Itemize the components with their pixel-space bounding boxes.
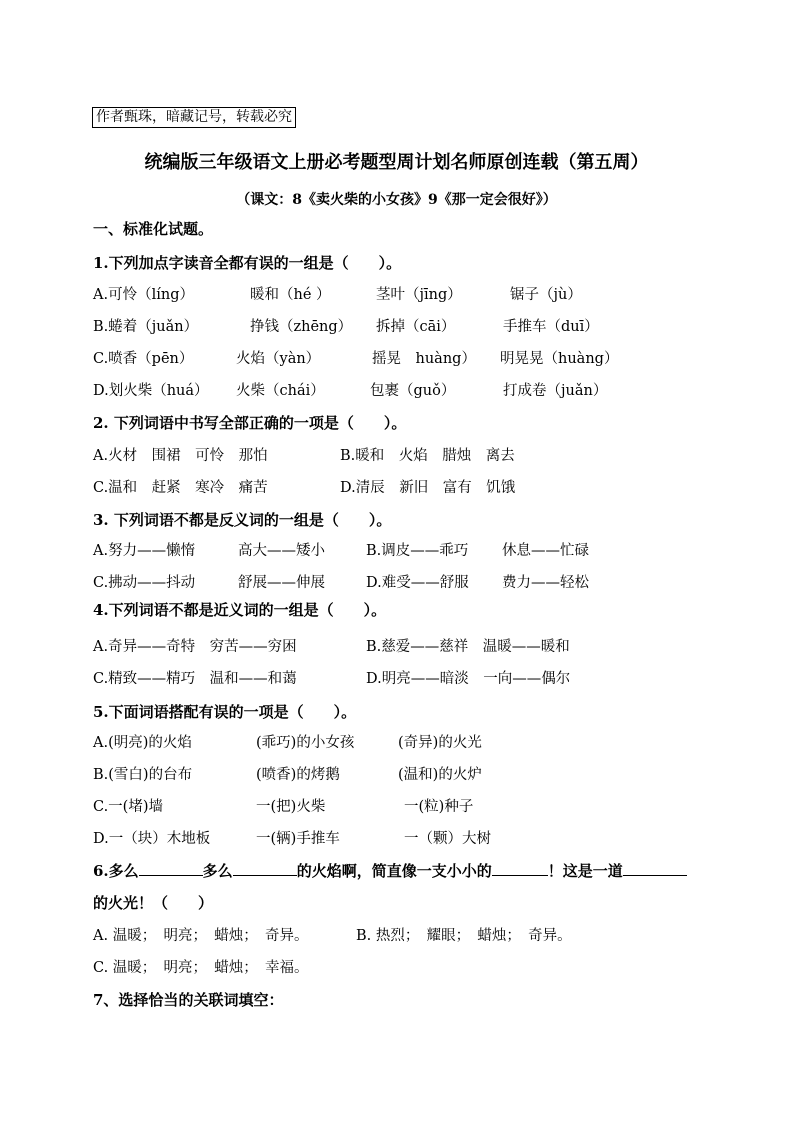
q6-blank-1 — [139, 861, 203, 876]
q1-option-b-2: 挣钱（zhēng） — [250, 319, 353, 335]
q5-option-b-3: (温和)的火炉 — [398, 767, 482, 783]
q3-option-b-1: B.调皮——乖巧 — [366, 543, 469, 559]
q1-option-c-1: C.喷香（pēn） — [93, 351, 194, 367]
section-heading: 一、标准化试题。 — [93, 220, 214, 238]
q3-option-a-1: A.努力——懒惰 — [93, 543, 196, 559]
q5-option-c-3: 一(粒)种子 — [404, 799, 474, 815]
page-subtitle: （课文：8《卖火柴的小女孩》9《那一定会很好》） — [236, 192, 557, 208]
q4-option-b: B.慈爱——慈祥 温暖——暖和 — [366, 639, 570, 655]
q2-option-d: D.清辰 新旧 富有 饥饿 — [340, 480, 516, 496]
q6-text-3: 的火焰啊，简直像一支小小的 — [296, 862, 492, 880]
q3-option-d-1: D.难受——舒服 — [366, 575, 469, 591]
q1-option-d-2: 火柴（chái） — [236, 383, 325, 399]
q5-option-d-2: 一(辆)手推车 — [256, 831, 340, 847]
question-6-stem-line1 — [93, 861, 687, 881]
q5-option-c-1: C.一(堵)墙 — [93, 799, 164, 815]
q1-option-a-4: 锯子（jù） — [510, 287, 582, 303]
q6-option-a: A. 温暖； 明亮； 蜡烛； 奇异。 — [93, 928, 309, 944]
q5-option-b-2: (喷香)的烤鹅 — [256, 767, 340, 783]
q1-option-c-4: 明晃晃（huàng） — [500, 351, 619, 367]
question-1-stem: 1.下列加点字读音全都有误的一组是（ ）。 — [93, 254, 402, 272]
q1-option-d-1: D.划火柴（huá） — [93, 383, 209, 399]
q5-option-b-1: B.(雪白)的台布 — [93, 767, 193, 783]
q1-option-d-4: 打成卷（juǎn） — [503, 383, 608, 399]
question-6-stem-line2: 的火光！（ ） — [93, 894, 214, 912]
q5-option-a-2: (乖巧)的小女孩 — [256, 735, 355, 751]
copyright-stamp: 作者甄珠，暗藏记号，转载必究 — [92, 107, 296, 128]
q2-option-c: C.温和 赶紧 寒冷 痛苦 — [93, 480, 268, 496]
q6-text-1: 6.多么 — [93, 862, 139, 880]
q1-option-a-3: 茎叶（jīng） — [376, 287, 462, 303]
q1-option-b-3: 拆掉（cāi） — [376, 319, 456, 335]
q6-option-c: C. 温暖； 明亮； 蜡烛； 幸福。 — [93, 960, 309, 976]
q6-blank-2 — [233, 861, 297, 876]
q1-option-b-1: B.蜷着（juǎn） — [93, 319, 199, 335]
q1-option-b-4: 手推车（duī） — [503, 319, 599, 335]
q6-blank-4 — [623, 861, 687, 876]
q5-option-c-2: 一(把)火柴 — [256, 799, 326, 815]
q3-option-a-2: 高大——矮小 — [238, 543, 325, 559]
q1-option-a-2: 暖和（hé ） — [250, 287, 331, 303]
q2-option-b: B.暖和 火焰 腊烛 离去 — [340, 448, 515, 464]
q3-option-d-2: 费力——轻松 — [502, 575, 589, 591]
q5-option-d-3: 一（颗）大树 — [404, 831, 491, 847]
q5-option-a-1: A.(明亮)的火焰 — [93, 735, 192, 751]
question-3-stem: 3. 下列词语不都是反义词的一组是（ ）。 — [93, 511, 392, 529]
q5-option-d-1: D.一（块）木地板 — [93, 831, 211, 847]
question-5-stem: 5.下面词语搭配有误的一项是（ ）。 — [93, 703, 357, 721]
question-2-stem: 2. 下列词语中书写全部正确的一项是（ ）。 — [93, 414, 407, 432]
q3-option-c-2: 舒展——伸展 — [238, 575, 325, 591]
q4-option-a: A.奇异——奇特 穷苦——穷困 — [93, 639, 297, 655]
q2-option-a: A.火材 围裙 可怜 那怕 — [93, 448, 268, 464]
page-title: 统编版三年级语文上册必考题型周计划名师原创连载（第五周） — [144, 152, 649, 173]
q1-option-a-1: A.可怜（líng） — [93, 287, 194, 303]
q5-option-a-3: (奇异)的火光 — [398, 735, 482, 751]
q3-option-b-2: 休息——忙碌 — [502, 543, 589, 559]
q3-option-c-1: C.拂动——抖动 — [93, 575, 196, 591]
q6-option-b: B. 热烈； 耀眼； 蜡烛； 奇异。 — [356, 928, 572, 944]
q6-text-2: 多么 — [202, 862, 233, 880]
q1-option-c-2: 火焰（yàn） — [236, 351, 321, 367]
question-4-stem: 4.下列词语不都是近义词的一组是（ ）。 — [93, 601, 387, 619]
q6-blank-3 — [492, 861, 548, 876]
q4-option-c: C.精致——精巧 温和——和蔼 — [93, 671, 297, 687]
q4-option-d: D.明亮——暗淡 一向——偶尔 — [366, 671, 571, 687]
q1-option-d-3: 包裹（guǒ） — [370, 383, 456, 399]
q6-text-4: ！这是一道 — [547, 862, 623, 880]
q1-option-c-3: 摇晃 huàng） — [372, 351, 476, 367]
question-7-stem: 7、选择恰当的关联词填空： — [93, 991, 284, 1009]
